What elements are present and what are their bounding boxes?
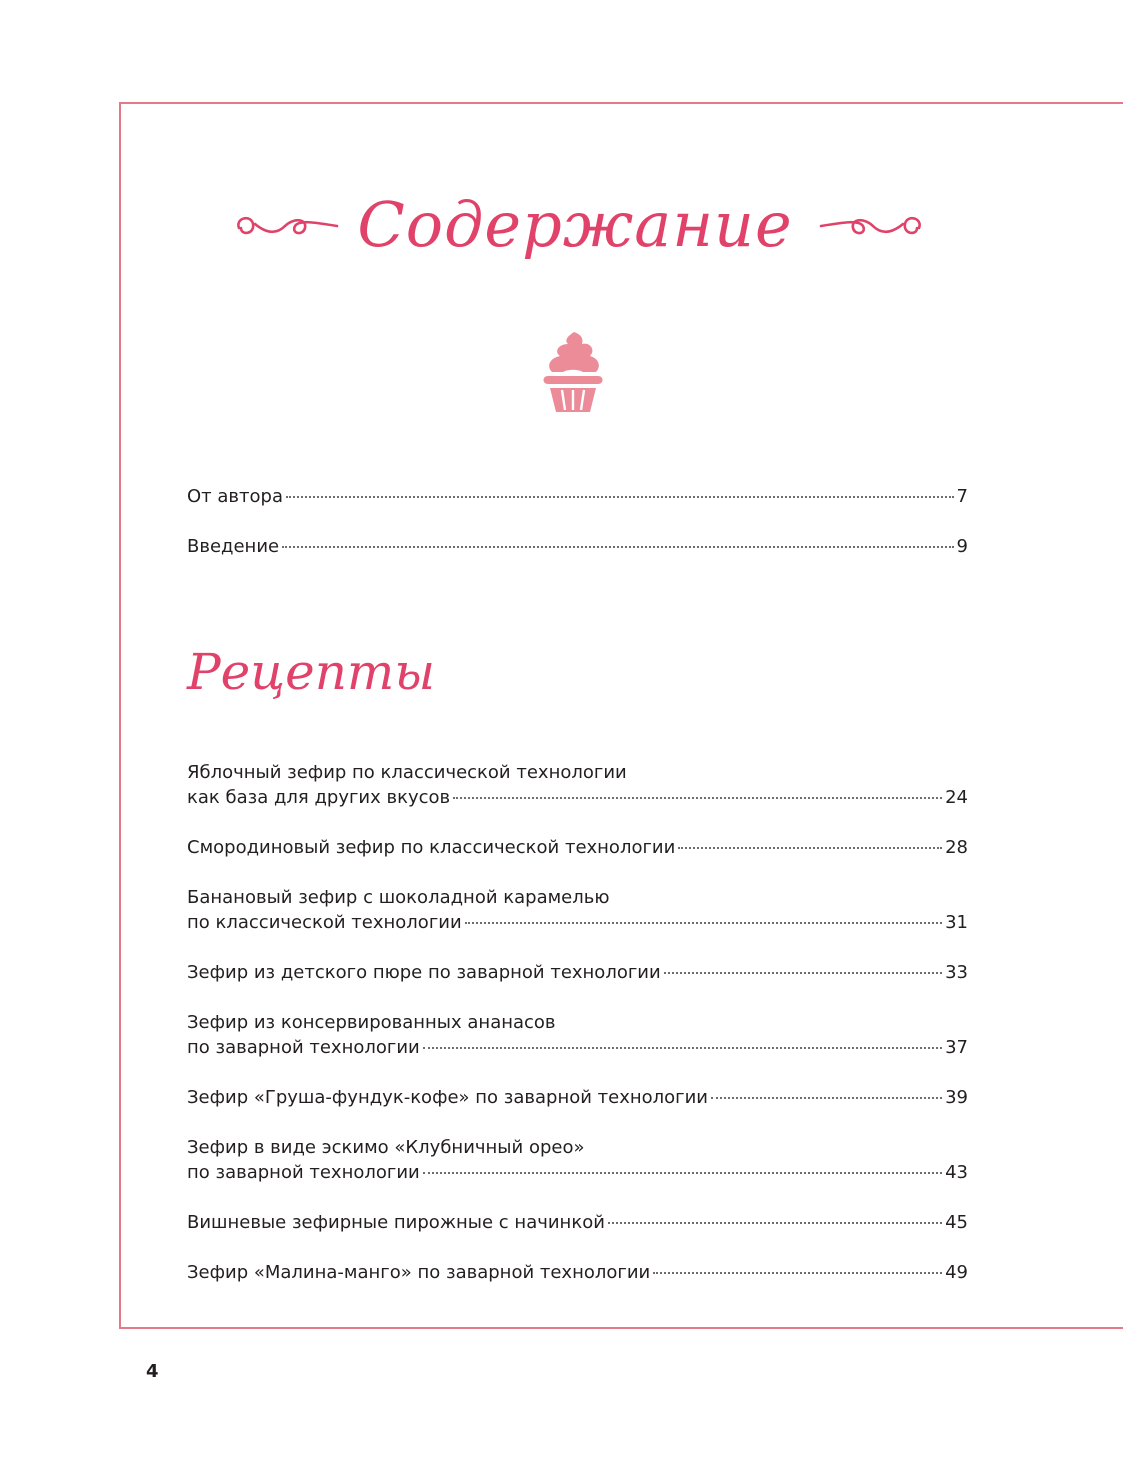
toc-entry-title: От автора <box>187 486 283 507</box>
toc-entry-title: по заварной технологии <box>187 1162 420 1183</box>
dot-leader <box>653 1272 942 1274</box>
toc-entry-title: Введение <box>187 536 280 557</box>
cupcake-icon <box>538 330 608 414</box>
toc-entry-page: 28 <box>945 837 968 858</box>
toc-entry[interactable] <box>187 885 968 935</box>
toc-entry-page: 7 <box>956 486 968 507</box>
toc-entry-page: 31 <box>945 912 968 933</box>
toc-recipes <box>187 760 968 1310</box>
dot-leader <box>282 546 953 548</box>
toc-entry-title-line1: Яблочный зефир по классической технологии <box>187 762 627 783</box>
toc-entry[interactable] <box>187 960 968 985</box>
toc-entry-page: 9 <box>956 536 968 557</box>
title-row <box>0 170 1123 280</box>
dot-leader <box>608 1222 942 1224</box>
toc-entry-title-line1: Банановый зефир с шоколадной карамелью <box>187 887 610 908</box>
toc-entry[interactable] <box>187 534 968 559</box>
toc-entry-title: по заварной технологии <box>187 1037 420 1058</box>
toc-entry-page: 43 <box>945 1162 968 1183</box>
toc-entry-page: 39 <box>945 1087 968 1108</box>
toc-entry[interactable] <box>187 1085 968 1110</box>
toc-entry-page: 45 <box>945 1212 968 1233</box>
flourish-left-icon <box>233 208 343 242</box>
dot-leader <box>286 496 954 498</box>
toc-entry-title: Зефир из детского пюре по заварной технологии <box>187 962 661 983</box>
toc-entry-page: 24 <box>945 787 968 808</box>
dot-leader <box>711 1097 942 1099</box>
toc-entry-title: Зефир «Малина-манго» по заварной технологии <box>187 1262 651 1283</box>
toc-entry-title: по классической технологии <box>187 912 462 933</box>
dot-leader <box>678 847 942 849</box>
toc-entry-page: 33 <box>945 962 968 983</box>
toc-entry[interactable] <box>187 835 968 860</box>
dot-leader <box>423 1047 942 1049</box>
toc-entry-title: Зефир «Груша-фундук-кофе» по заварной технологии <box>187 1087 709 1108</box>
dot-leader <box>423 1172 942 1174</box>
section-title: Рецепты <box>187 643 436 701</box>
toc-entry-page: 37 <box>945 1037 968 1058</box>
toc-entry[interactable] <box>187 1135 968 1185</box>
toc-entry-page: 49 <box>945 1262 968 1283</box>
toc-entry[interactable] <box>187 1260 968 1285</box>
toc-entry[interactable] <box>187 1210 968 1235</box>
page-number: 4 <box>146 1361 159 1382</box>
dot-leader <box>453 797 942 799</box>
dot-leader <box>664 972 942 974</box>
toc-entry-title: Вишневые зефирные пирожные с начинкой <box>187 1212 605 1233</box>
toc-entry-title: как база для других вкусов <box>187 787 451 808</box>
toc-entry[interactable] <box>187 760 968 810</box>
toc-entry-title-line1: Зефир в виде эскимо «Клубничный орео» <box>187 1137 585 1158</box>
toc-intro <box>187 484 968 584</box>
dot-leader <box>465 922 942 924</box>
toc-entry[interactable] <box>187 484 968 509</box>
page-title: Содержание <box>357 188 793 261</box>
toc-entry[interactable] <box>187 1010 968 1060</box>
toc-entry-title-line1: Зефир из консервированных ананасов <box>187 1012 556 1033</box>
toc-entry-title: Смородиновый зефир по классической технологии <box>187 837 676 858</box>
flourish-right-icon <box>815 208 925 242</box>
